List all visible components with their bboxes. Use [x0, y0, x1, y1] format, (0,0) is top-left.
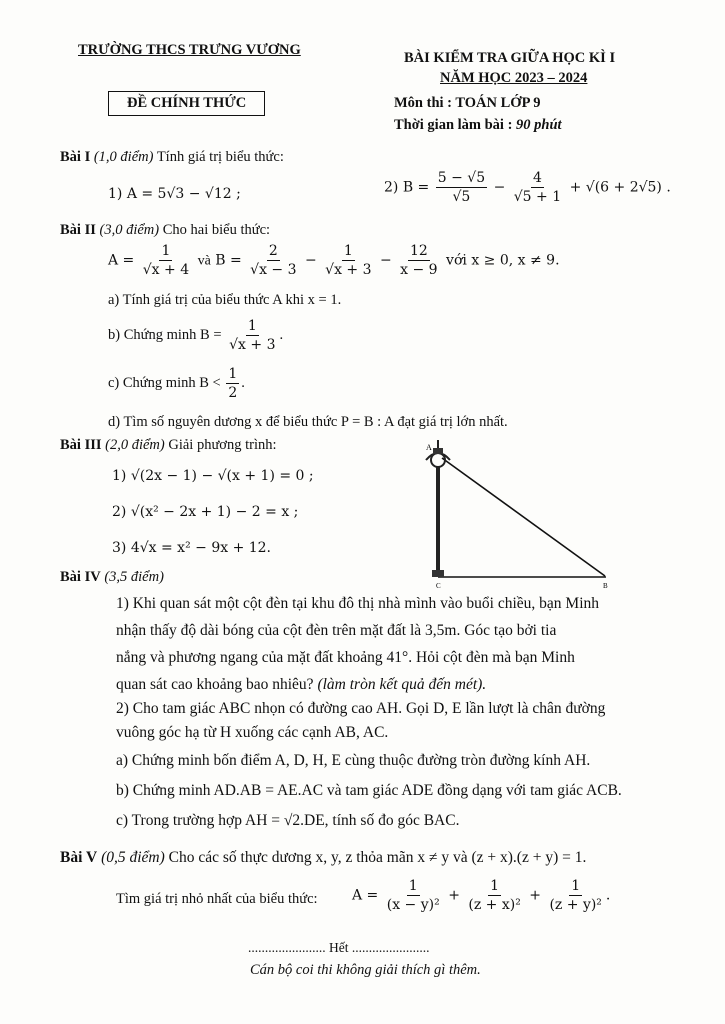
bai5-prompt: Cho các số thực dương x, y, z thỏa mãn x ≠ y và (z + x).(z + y) = 1. [168, 849, 587, 866]
bai2-condition: với x ≥ 0, x ≠ 9. [446, 252, 560, 269]
bai1-item2-label: 2) B = [384, 179, 430, 196]
bai3-points: (2,0 điểm) [105, 437, 165, 453]
bai4-p2-line2: vuông góc hạ từ H xuống các cạnh AB, AC. [116, 724, 389, 741]
time-label: Thời gian làm bài : [394, 117, 517, 133]
bai2-b-label: b) Chứng minh B = [108, 326, 222, 343]
bai5-f1-den: (x − y)² [386, 897, 440, 913]
bai2-A-label: A = [108, 252, 135, 269]
bai2-b-num: 1 [247, 318, 257, 334]
bai5-heading [60, 849, 586, 867]
bai4-p1-rounding: (làm tròn kết quả đến mét). [317, 676, 487, 693]
exam-title: BÀI KIỂM TRA GIỮA HỌC KÌ I [404, 50, 616, 66]
bai2-heading [60, 222, 270, 239]
vertex-a-label: A [426, 443, 432, 452]
time-value: 90 phút [516, 117, 562, 133]
bai5-points: (0,5 điểm) [101, 849, 165, 866]
lamp-post-figure [400, 438, 630, 590]
bai2-c-num: 1 [228, 366, 238, 382]
bai2-A-den: √x + 4 [142, 262, 190, 278]
time-line [394, 117, 562, 134]
bai2-B-f1-den: √x − 3 [250, 262, 297, 278]
bai4-p1-line3: nắng và phương ngang của mặt đất khoảng 41°. Hỏi cột đèn mà bạn Minh [116, 649, 575, 666]
bai1-frac1 [436, 170, 487, 205]
bai2-A-num: 1 [161, 243, 171, 259]
bai5-f1-num: 1 [408, 878, 418, 894]
bai2-B-frac1 [248, 243, 298, 278]
bai1-frac1-den: √5 [452, 189, 471, 205]
bai2-c-den: 2 [228, 385, 238, 401]
bai2-b: b) Chứng minh B = $\frac{1}{√x + 3}$ . [108, 318, 284, 353]
bai2-B-f1-num: 2 [268, 243, 278, 259]
bai5-frac3 [547, 878, 603, 913]
bai5-frac1 [385, 878, 442, 913]
bai1-item2-tail: + √(6 + 2√5) . [569, 179, 671, 196]
bai1-frac1-num: 5 − √5 [437, 170, 486, 186]
sun-ray-line [442, 458, 605, 576]
vertex-c-label: C [436, 582, 441, 590]
bai1-item2: 2) B = $\frac{5 - √5}{√5}$ − $\frac{4}{√5 + 1}$ + √(6 + 2√5) . [384, 170, 671, 205]
school-year: NĂM HỌC 2023 – 2024 [440, 70, 588, 86]
bai2-title: Bài II [60, 222, 96, 238]
bai1-frac2-num: 4 [532, 170, 542, 186]
bai5-f3-den: (z + y)² [549, 897, 602, 913]
bai3-title: Bài III [60, 437, 102, 453]
lamp-base [432, 570, 444, 577]
bai2-c-label: c) Chứng minh B < [108, 374, 221, 391]
school-name: TRƯỜNG THCS TRƯNG VƯƠNG [78, 42, 301, 58]
bai4-p1-line1: 1) Khi quan sát một cột đèn tại khu đô thị nhà mình vào buổi chiều, bạn Minh [116, 595, 600, 612]
bai2-B-f2-num: 1 [343, 243, 353, 259]
bai4-p1-line4 [116, 676, 486, 694]
bai5-f3-num: 1 [571, 878, 581, 894]
bai1-frac2 [512, 170, 563, 205]
bai2-expressions: A = $\frac{1}{√x + 4}$ và B = $\frac{2}{√x - 3}$ − $\frac{1}{√x + 3}$ − $\frac{12}{x - 9}$ với x ≥ 0, x ≠ 9. [108, 243, 560, 278]
bai1-points: (1,0 điểm) [93, 149, 154, 165]
bai4-a: a) Chứng minh bốn điểm A, D, H, E cùng thuộc đường tròn đường kính AH. [116, 752, 591, 769]
bai2-B-label: B = [215, 252, 242, 269]
bai4-p1-question: quan sát cao khoảng bao nhiêu? [116, 676, 318, 693]
bai5-A-label: A = [352, 887, 379, 904]
official-label: ĐỀ CHÍNH THỨC [108, 91, 265, 116]
bai1-title: Bài I [60, 149, 91, 165]
bai4-p1-line2: nhận thấy độ dài bóng của cột đèn trên mặt đất là 3,5m. Góc tạo bởi tia [116, 622, 557, 639]
bai4-points: (3,5 điểm) [104, 569, 164, 585]
bai2-prompt: Cho hai biểu thức: [162, 222, 271, 238]
bai1-frac2-den: √5 + 1 [513, 189, 562, 205]
bai2-B-f3-num: 12 [409, 243, 428, 259]
bai2-B-frac3 [398, 243, 439, 278]
bai5-f2-num: 1 [490, 878, 500, 894]
end-marker: ....................... Hết ....................... [248, 940, 430, 955]
bai4-p2-line1: 2) Cho tam giác ABC nhọn có đường cao AH. Gọi D, E lần lượt là chân đường [116, 700, 606, 717]
proctor-note: Cán bộ coi thi không giải thích gì thêm. [250, 962, 481, 978]
bai3-eq2: 2) √(x² − 2x + 1) − 2 = x ; [112, 504, 299, 520]
bai2-b-den: √x + 3 [229, 337, 276, 353]
bai1-heading [60, 149, 284, 166]
bai2-d: d) Tìm số nguyên dương x để biểu thức P = B : A đạt giá trị lớn nhất. [108, 414, 508, 430]
bai3-eq1: 1) √(2x − 1) − √(x + 1) = 0 ; [112, 468, 314, 484]
bai5-title: Bài V [60, 849, 98, 866]
bai3-prompt: Giải phương trình: [168, 437, 277, 453]
bai4-title: Bài IV [60, 569, 101, 585]
bai2-B-frac2 [323, 243, 373, 278]
bai3-heading [60, 437, 277, 454]
vertex-b-label: B [603, 582, 608, 590]
bai5-frac2 [466, 878, 522, 913]
subject: Môn thi : TOÁN LỚP 9 [394, 95, 541, 111]
bai2-A-frac [141, 243, 191, 278]
bai5-find: Tìm giá trị nhỏ nhất của biểu thức: [116, 891, 318, 907]
bai4-b: b) Chứng minh AD.AB = AE.AC và tam giác ADE đồng dạng với tam giác ACB. [116, 782, 622, 799]
bai5-f2-den: (z + x)² [468, 897, 521, 913]
bai2-a: a) Tính giá trị của biểu thức A khi x = 1. [108, 292, 342, 308]
bai4-c: c) Trong trường hợp AH = √2.DE, tính số đo góc BAC. [116, 812, 460, 829]
bai1-item1: 1) A = 5√3 − √12 ; [108, 186, 241, 202]
bai4-heading [60, 569, 164, 586]
bai2-c: c) Chứng minh B < $\frac{1}{2}$ . [108, 366, 245, 401]
bai2-B-f3-den: x − 9 [400, 262, 438, 278]
bai2-b-frac [227, 318, 277, 353]
bai1-prompt: Tính giá trị biểu thức: [156, 149, 284, 165]
bai2-and: và [197, 253, 211, 269]
bai3-eq3: 3) 4√x = x² − 9x + 12. [112, 540, 272, 556]
bai5-expression: A = $\frac{1}{\text{(x − y)²}}$ + $\frac{1}{\text{(z + x)²}}$ + $\frac{1}{\text{(z + y)²}}$ . [352, 878, 611, 913]
bai2-B-f2-den: √x + 3 [325, 262, 372, 278]
bai2-points: (3,0 điểm) [99, 222, 160, 238]
bai2-c-frac [226, 366, 239, 401]
